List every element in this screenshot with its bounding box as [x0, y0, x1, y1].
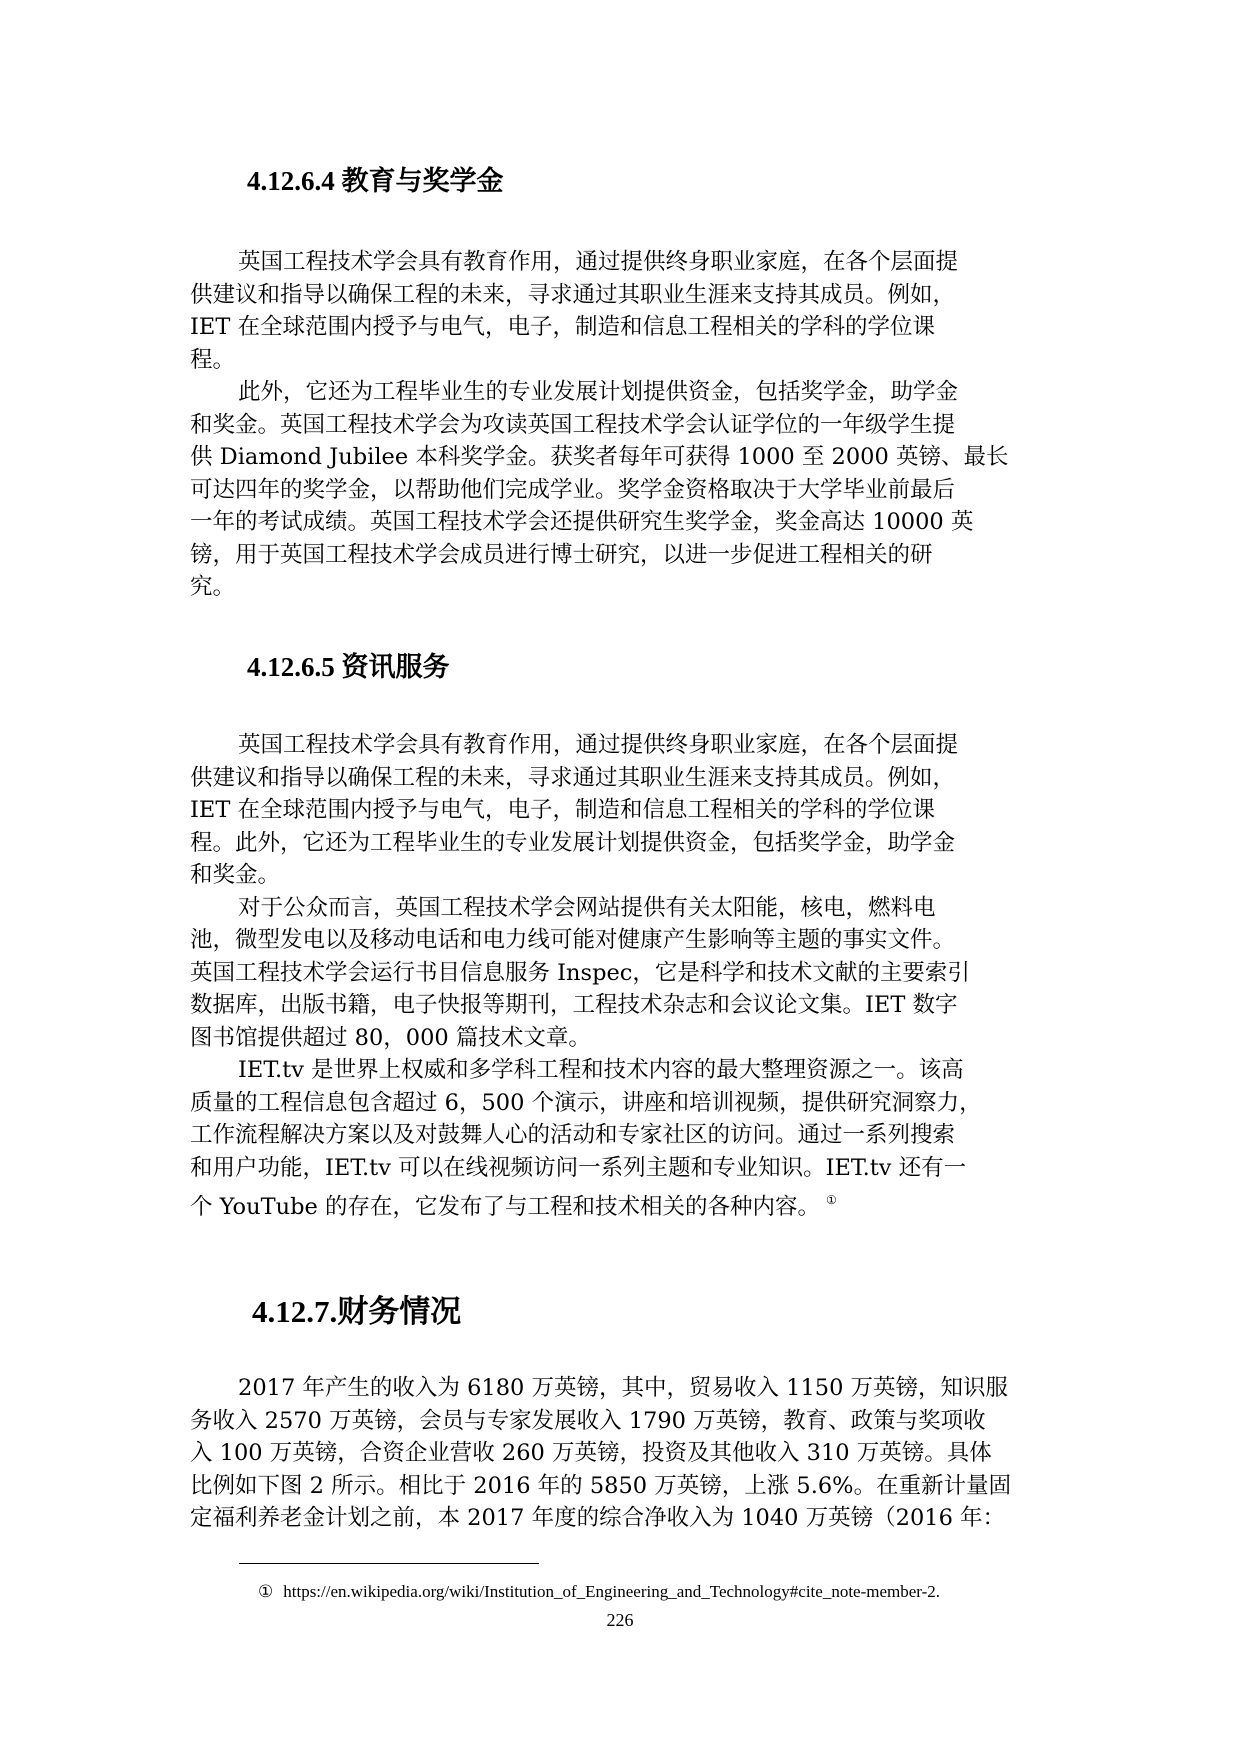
section-body-education	[190, 246, 1060, 604]
paragraph-line: 入 100 万英镑，合资企业营收 260 万英镑，投资及其他收入 310 万英镑。具体	[190, 1440, 992, 1466]
paragraph-line: 和奖金。英国工程技术学会为攻读英国工程技术学会认证学位的一年级学生提	[190, 411, 956, 438]
footnote-divider	[239, 1563, 539, 1564]
paragraph-line: IET.tv 是世界上权威和多学科工程和技术内容的最大整理资源之一。该高	[238, 1057, 964, 1083]
section-body-finance	[190, 1372, 1060, 1535]
paragraph-line: 务收入 2570 万英镑，会员与专家发展收入 1790 万英镑，教育、政策与奖项收	[190, 1407, 986, 1434]
section-heading-finance: 4.12.7.财务情况	[252, 1294, 462, 1329]
page-number: 226	[606, 1610, 634, 1630]
paragraph-line: IET 在全球范围内授予与电气，电子，制造和信息工程相关的学科的学位课	[190, 797, 935, 823]
paragraph-line: 英国工程技术学会具有教育作用，通过提供终身职业家庭，在各个层面提	[238, 732, 959, 758]
footnote-reference[interactable]: ①	[825, 1193, 837, 1207]
paragraph-line-text: 个 YouTube 的存在，它发布了与工程和技术相关的各种内容。	[190, 1194, 820, 1220]
paragraph-line: 2017 年产生的收入为 6180 万英镑，其中，贸易收入 1150 万英镑，知识服	[238, 1375, 1009, 1401]
paragraph-line: 程。	[190, 346, 236, 373]
section-body-information-services	[190, 729, 1060, 1220]
paragraph-line: 此外，它还为工程毕业生的专业发展计划提供资金，包括奖学金，助学金	[238, 379, 959, 405]
paragraph-line: 英国工程技术学会运行书目信息服务 Inspec，它是科学和技术文献的主要索引	[190, 959, 970, 986]
paragraph-line: 图书馆提供超过 80，000 篇技术文章。	[190, 1024, 591, 1051]
paragraph-line: 镑，用于英国工程技术学会成员进行博士研究，以进一步促进工程相关的研	[190, 541, 933, 568]
paragraph-line: 数据库，出版书籍，电子快报等期刊，工程技术杂志和会议论文集。IET 数字	[190, 992, 958, 1018]
footnote	[258, 1581, 940, 1603]
paragraph-line: 可达四年的奖学金，以帮助他们完成学业。奖学金资格取决于大学毕业前最后	[190, 476, 956, 503]
footnote-mark: ①	[258, 1582, 274, 1601]
paragraph-line: IET 在全球范围内授予与电气，电子，制造和信息工程相关的学科的学位课	[190, 314, 935, 340]
paragraph-line: 供建议和指导以确保工程的未来，寻求通过其职业生涯来支持其成员。例如，	[190, 764, 956, 791]
paragraph-line: 对于公众而言，英国工程技术学会网站提供有关太阳能，核电，燃料电	[238, 894, 936, 921]
paragraph-line: 定福利养老金计划之前，本 2017 年度的综合净收入为 1040 万英镑（2016 年：	[190, 1505, 1006, 1531]
paragraph-line: 比例如下图 2 所示。相比于 2016 年的 5850 万英镑，上涨 5.6%。在重新计量固	[190, 1472, 1012, 1499]
paragraph-line: 供建议和指导以确保工程的未来，寻求通过其职业生涯来支持其成员。例如，	[190, 281, 956, 308]
paragraph-line: 一年的考试成绩。英国工程技术学会还提供研究生奖学金，奖金高达 10000 英	[190, 509, 974, 535]
paragraph-line: 池，微型发电以及移动电话和电力线可能对健康产生影响等主题的事实文件。	[190, 927, 956, 953]
paragraph-line: 和奖金。	[190, 862, 281, 888]
paragraph-line: 程。此外，它还为工程毕业生的专业发展计划提供资金，包括奖学金，助学金	[190, 829, 956, 856]
paragraph-line: 工作流程解决方案以及对鼓舞人心的活动和专家社区的访问。通过一系列搜索	[190, 1122, 956, 1148]
paragraph-line-with-footnote	[190, 1184, 1060, 1220]
paragraph-line: 质量的工程信息包含超过 6，500 个演示，讲座和培训视频，提供研究洞察力，	[190, 1089, 982, 1116]
footnote-link[interactable]: https://en.wikipedia.org/wiki/Institution_of_Engineering_and_Technology#cite_note-member-2.	[283, 1582, 941, 1601]
section-heading-education: 4.12.6.4 教育与奖学金	[247, 166, 504, 196]
paragraph-line: 和用户功能，IET.tv 可以在线视频访问一系列主题和专业知识。IET.tv 还有一	[190, 1154, 967, 1181]
paragraph-line: 供 Diamond Jubilee 本科奖学金。获奖者每年可获得 1000 至 2000 英镑、最长	[190, 444, 1009, 470]
section-heading-information-services: 4.12.6.5 资讯服务	[247, 652, 450, 682]
paragraph-line: 英国工程技术学会具有教育作用，通过提供终身职业家庭，在各个层面提	[238, 249, 959, 275]
paragraph-line: 究。	[190, 574, 236, 600]
